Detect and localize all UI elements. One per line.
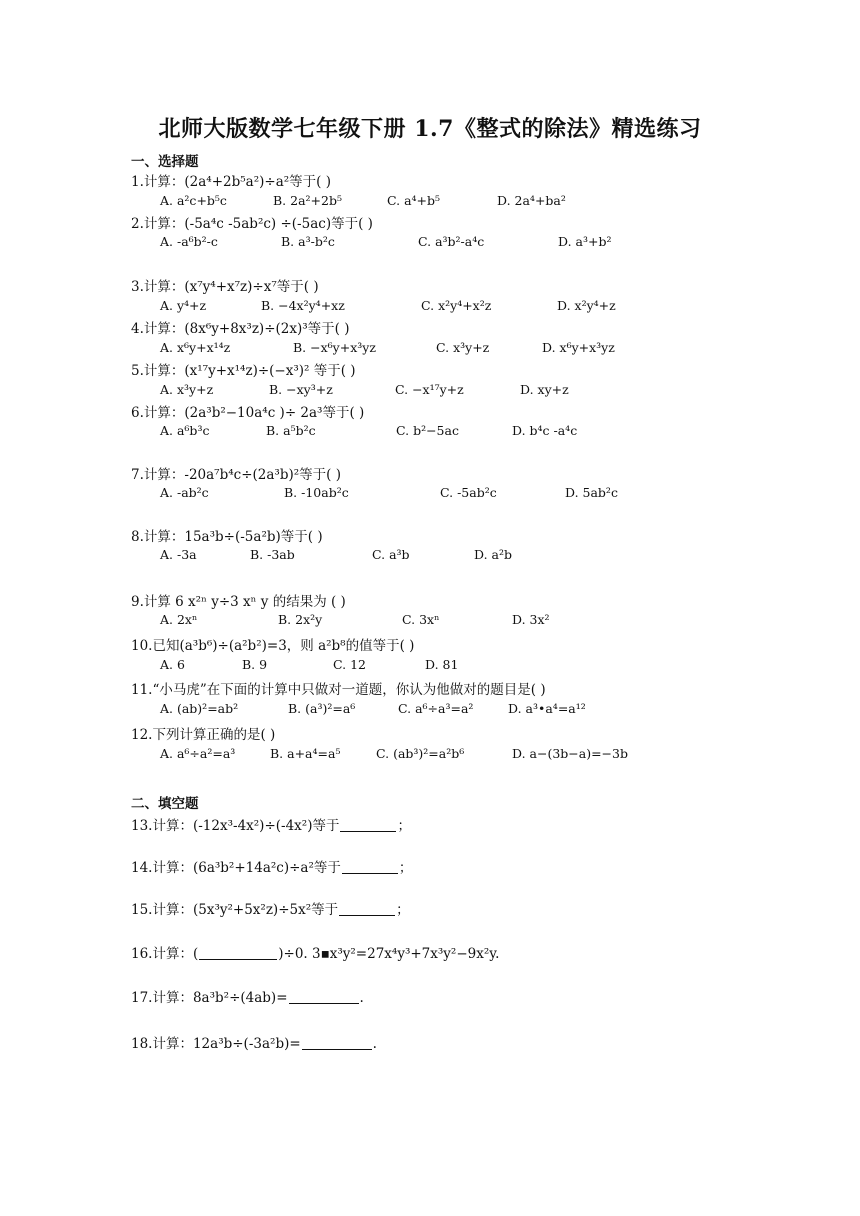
question-14 — [131, 856, 412, 876]
question-6-options — [160, 423, 820, 441]
question-12: 12.下列计算正确的是( ) — [131, 727, 276, 743]
q13-semicolon: ； — [397, 818, 411, 834]
q6-option-b: B. a⁵b²c — [266, 423, 316, 438]
q16-prefix: 16.计算：( — [131, 946, 199, 962]
q14-text: 14.计算：(6a³b²+14a²c)÷a²等于 — [131, 860, 341, 876]
question-4: 4.计算：(8x⁶y+8x³z)÷(2x)³等于( ) — [131, 321, 350, 337]
q17-answer-blank — [289, 991, 359, 1004]
question-9-options — [160, 612, 820, 630]
question-5: 5.计算：(x¹⁷y+x¹⁴z)÷(−x³)² 等于( ) — [131, 363, 356, 379]
question-1-options — [160, 193, 820, 211]
question-13 — [131, 814, 411, 834]
question-8: 8.计算：15a³b÷(-5a²b)等于( ) — [131, 529, 323, 545]
question-6: 6.计算：(2a³b²−10a⁴c )÷ 2a³等于( ) — [131, 405, 365, 421]
q16-answer-blank — [199, 947, 277, 960]
q1-option-b: B. 2a²+2b⁵ — [273, 193, 342, 208]
q4-option-d: D. x⁶y+x³yz — [542, 340, 615, 355]
section-heading-fill: 二、填空题 — [131, 796, 199, 812]
q3-option-d: D. x²y⁴+z — [557, 298, 616, 313]
q3-option-b: B. −4x²y⁴+xz — [261, 298, 345, 313]
question-3: 3.计算：(x⁷y⁴+x⁷z)÷x⁷等于( ) — [131, 279, 319, 295]
q12-option-c: C. (ab³)²=a²b⁶ — [376, 746, 465, 761]
q5-option-a: A. x³y+z — [160, 382, 214, 397]
q7-option-b: B. -10ab²c — [284, 485, 349, 500]
question-2-options — [160, 234, 820, 252]
q3-option-a: A. y⁴+z — [160, 298, 207, 313]
q14-semicolon: ； — [398, 860, 413, 876]
q3-option-c: C. x²y⁴+x²z — [421, 298, 492, 313]
q6-option-d: D. b⁴c -a⁴c — [512, 423, 578, 438]
q10-option-a: A. 6 — [160, 657, 185, 672]
q18-period: . — [372, 1036, 377, 1052]
q12-option-d: D. a−(3b−a)=−3b — [512, 746, 628, 761]
q11-option-a: A. (ab)²=ab² — [160, 701, 239, 716]
q10-option-c: C. 12 — [333, 657, 366, 672]
q6-option-c: C. b²−5ac — [396, 423, 459, 438]
q11-option-b: B. (a³)²=a⁶ — [288, 701, 356, 716]
question-12-options — [160, 746, 820, 764]
q10-option-d: D. 81 — [425, 657, 459, 672]
question-7-options — [160, 485, 820, 503]
q11-option-c: C. a⁶÷a³=a² — [398, 701, 474, 716]
q8-option-d: D. a²b — [474, 547, 512, 562]
q18-answer-blank — [302, 1037, 372, 1050]
q5-option-d: D. xy+z — [520, 382, 569, 397]
q7-option-c: C. -5ab²c — [440, 485, 497, 500]
question-2: 2.计算：(-5a⁴c -5ab²c) ÷(-5ac)等于( ) — [131, 216, 373, 232]
q5-option-b: B. −xy³+z — [269, 382, 333, 397]
q13-text: 13.计算：(-12x³-4x²)÷(-4x²)等于 — [131, 818, 340, 834]
q4-option-a: A. x⁶y+x¹⁴z — [160, 340, 231, 355]
question-11: 11.“小马虎”在下面的计算中只做对一道题，你认为他做对的题目是( ) — [131, 682, 546, 698]
question-17 — [131, 986, 364, 1006]
q10-option-b: B. 9 — [242, 657, 268, 672]
question-10-options — [160, 657, 820, 675]
q18-text: 18.计算：12a³b÷(-3a²b)= — [131, 1036, 301, 1052]
q9-option-b: B. 2x²y — [278, 612, 323, 627]
section-heading-choice: 一、选择题 — [131, 154, 199, 170]
q16-suffix: )÷0. 3▪x³y²=27x⁴y³+7x³y²−9x²y. — [278, 946, 500, 962]
q1-option-c: C. a⁴+b⁵ — [387, 193, 441, 208]
q12-option-b: B. a+a⁴=a⁵ — [270, 746, 341, 761]
q9-option-d: D. 3x² — [512, 612, 550, 627]
q17-text: 17.计算：8a³b²÷(4ab)= — [131, 990, 288, 1006]
question-15 — [131, 898, 410, 918]
question-1: 1.计算：(2a⁴+2b⁵a²)÷a²等于( ) — [131, 174, 331, 190]
question-18 — [131, 1032, 377, 1052]
q9-option-c: C. 3xⁿ — [402, 612, 440, 627]
question-10: 10.已知(a³b⁶)÷(a²b²)=3，则 a²b⁸的值等于( ) — [131, 638, 415, 654]
q1-option-d: D. 2a⁴+ba² — [497, 193, 566, 208]
question-5-options — [160, 382, 820, 400]
q17-period: . — [359, 990, 364, 1006]
q8-option-b: B. -3ab — [250, 547, 295, 562]
q1-option-a: A. a²c+b⁵c — [160, 193, 227, 208]
q2-option-a: A. -a⁶b²-c — [160, 234, 218, 249]
q15-answer-blank — [339, 903, 395, 916]
question-3-options — [160, 298, 820, 316]
q2-option-b: B. a³-b²c — [281, 234, 335, 249]
worksheet-title: 北师大版数学七年级下册 1.7《整式的除法》精选练习 — [158, 116, 702, 142]
q13-answer-blank — [340, 819, 396, 832]
q2-option-c: C. a³b²-a⁴c — [418, 234, 485, 249]
q15-text: 15.计算：(5x³y²+5x²z)÷5x²等于 — [131, 902, 339, 918]
question-8-options — [160, 547, 820, 565]
question-16 — [131, 942, 499, 962]
q9-option-a: A. 2xⁿ — [160, 612, 198, 627]
q7-option-d: D. 5ab²c — [565, 485, 618, 500]
q5-option-c: C. −x¹⁷y+z — [395, 382, 464, 397]
q7-option-a: A. -ab²c — [160, 485, 209, 500]
q12-option-a: A. a⁶÷a²=a³ — [160, 746, 236, 761]
q4-option-c: C. x³y+z — [436, 340, 490, 355]
q2-option-d: D. a³+b² — [558, 234, 612, 249]
question-7: 7.计算：-20a⁷b⁴c÷(2a³b)²等于( ) — [131, 467, 341, 483]
question-4-options — [160, 340, 820, 358]
question-9: 9.计算 6 x²ⁿ y÷3 xⁿ y 的结果为 ( ) — [131, 594, 346, 610]
q4-option-b: B. −x⁶y+x³yz — [293, 340, 376, 355]
q8-option-a: A. -3a — [160, 547, 197, 562]
q11-option-d: D. a³•a⁴=a¹² — [508, 701, 586, 716]
q6-option-a: A. a⁶b³c — [160, 423, 210, 438]
q8-option-c: C. a³b — [372, 547, 410, 562]
q14-answer-blank — [342, 861, 398, 874]
question-11-options — [160, 701, 820, 719]
q15-semicolon: ； — [396, 902, 410, 918]
